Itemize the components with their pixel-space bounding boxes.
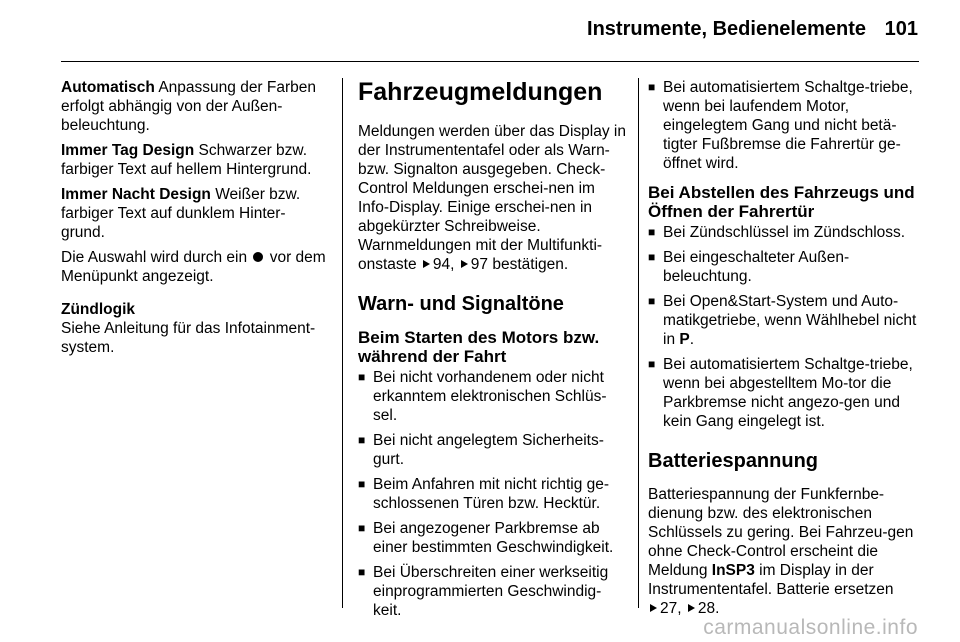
abstellen-bullet-list	[648, 223, 923, 431]
page-reference-arrow-icon	[688, 604, 695, 612]
term-nacht-design: Immer Nacht Design	[61, 186, 211, 203]
bullet-square-icon: ■	[648, 225, 656, 239]
nacht-design-paragraph	[61, 185, 329, 242]
list-item-text: Bei Open&Start-System und Auto-matikgetriebe, wenn Wählhebel nicht in	[663, 293, 917, 348]
page-reference-28[interactable]: 28.	[697, 600, 720, 617]
batteriespannung-paragraph	[648, 485, 923, 618]
zuendlogik-text: Siehe Anleitung für das Infotainment-system.	[61, 320, 316, 356]
list-item	[358, 519, 628, 557]
starten-bullet-list	[358, 368, 628, 620]
page-reference-27[interactable]: 27,	[660, 600, 682, 617]
bullet-square-icon: ■	[648, 250, 656, 264]
list-item-text: Bei angezogener Parkbremse ab einer bestimmten Geschwindigkeit.	[373, 520, 614, 556]
nacht-design-text: Weißer bzw. farbiger Text auf dunklem Hinter-grund.	[61, 186, 301, 241]
list-item-text: Bei Zündschlüssel im Zündschloss.	[663, 224, 906, 241]
watermark: carmanualsonline.info	[703, 616, 918, 639]
auswahl-text-before: Die Auswahl wird durch ein	[61, 249, 252, 266]
page-title: Instrumente, Bedienelemente	[587, 18, 866, 40]
zuendlogik-heading: Zündlogik	[61, 301, 136, 318]
column-3	[648, 78, 923, 624]
fahrzeugmeldungen-heading: Fahrzeugmeldungen	[358, 78, 603, 106]
bullet-square-icon: ■	[648, 294, 656, 308]
list-item	[648, 248, 923, 286]
list-item-text: Beim Anfahren mit nicht richtig ge-schlossenen Türen bzw. Hecktür.	[373, 476, 610, 512]
bullet-square-icon: ■	[358, 477, 366, 491]
page-reference-arrow-icon	[461, 260, 468, 268]
warn-signaltoene-heading: Warn- und Signaltöne	[358, 293, 564, 315]
list-item-text: Bei nicht vorhandenem oder nicht erkanntem elektronischen Schlüs-sel.	[373, 369, 607, 424]
list-item	[358, 475, 628, 513]
list-item	[358, 563, 628, 620]
page-number: 101	[884, 18, 918, 40]
batterie-text-before: Batteriespannung der Funkfernbe-dienung bzw. des elektronischen Schlüssels zu gering. Bei Fahrzeu-gen ohne Check-Control erscheint die Meldung	[648, 486, 914, 579]
intro-paragraph	[358, 122, 628, 274]
list-item-text-end: .	[689, 331, 695, 348]
list-item	[648, 78, 923, 173]
message-insp3: InSP3	[711, 562, 755, 579]
column-divider-2	[638, 78, 639, 608]
list-item-text: Bei automatisiertem Schaltge-triebe, wenn bei abgestelltem Mo-tor die Parkbremse nicht angezo-gen und kein Gang eingelegt ist.	[663, 356, 913, 430]
page-reference-94[interactable]: 94,	[432, 256, 455, 273]
page-header	[0, 0, 960, 64]
starten-motor-heading: Beim Starten des Motors bzw. während der Fahrt	[358, 328, 600, 366]
list-item	[358, 431, 628, 469]
bullet-square-icon: ■	[648, 357, 656, 371]
column-divider-1	[342, 78, 343, 608]
bullet-square-icon: ■	[648, 80, 656, 94]
header-divider	[61, 61, 919, 62]
intro-text: Meldungen werden über das Display in der Instrumententafel oder als Warn- bzw. Signalton ausgegeben. Check-Control Meldungen erschei-nen im Info-Display. Einige erschei-nen in abgekürzter Schreibweise. Warnmeldungen mit der Multifunkti-onstaste	[358, 123, 626, 273]
tag-design-paragraph	[61, 141, 329, 179]
bullet-square-icon: ■	[358, 565, 366, 579]
batteriespannung-heading: Batteriespannung	[648, 450, 819, 472]
bullet-square-icon: ■	[358, 433, 366, 447]
column-1	[61, 78, 329, 363]
page-reference-arrow-icon	[650, 604, 657, 612]
bullet-square-icon: ■	[358, 521, 366, 535]
list-item	[358, 368, 628, 425]
list-item-text: Bei nicht angelegtem Sicherheits-gurt.	[373, 432, 604, 468]
page-reference-97[interactable]: 97 bestätigen.	[470, 256, 569, 273]
term-automatisch: Automatisch	[61, 79, 155, 96]
top-bullet-list	[648, 78, 923, 173]
term-tag-design: Immer Tag Design	[61, 142, 195, 159]
gear-position-p: P	[679, 331, 690, 348]
batterie-text-after: im Display in der Instrumententafel. Batterie ersetzen	[648, 562, 894, 598]
auswahl-text-after: vor dem Menüpunkt angezeigt.	[61, 249, 326, 285]
filled-circle-icon	[253, 252, 263, 262]
abstellen-heading: Bei Abstellen des Fahrzeugs und Öffnen der Fahrertür	[648, 183, 915, 221]
list-item-text: Bei Überschreiten einer werkseitig einprogrammierten Geschwindig-keit.	[373, 564, 609, 619]
list-item-text: Bei automatisiertem Schaltge-triebe, wenn bei laufendem Motor, eingelegtem Gang und nicht betä-tigter Fußbremse die Fahrertür ge-öffnet wird.	[663, 79, 913, 172]
list-item-text: Bei eingeschalteter Außen-beleuchtung.	[663, 249, 850, 285]
tag-design-text: Schwarzer bzw. farbiger Text auf hellem Hintergrund.	[61, 142, 312, 178]
list-item	[648, 355, 923, 431]
bullet-square-icon: ■	[358, 370, 366, 384]
column-2	[358, 78, 628, 626]
automatisch-text: Anpassung der Farben erfolgt abhängig von der Außen-beleuchtung.	[61, 79, 317, 134]
list-item	[648, 292, 923, 349]
automatisch-paragraph	[61, 78, 329, 135]
auswahl-paragraph	[61, 248, 329, 286]
list-item	[648, 223, 923, 242]
page-reference-arrow-icon	[423, 260, 430, 268]
